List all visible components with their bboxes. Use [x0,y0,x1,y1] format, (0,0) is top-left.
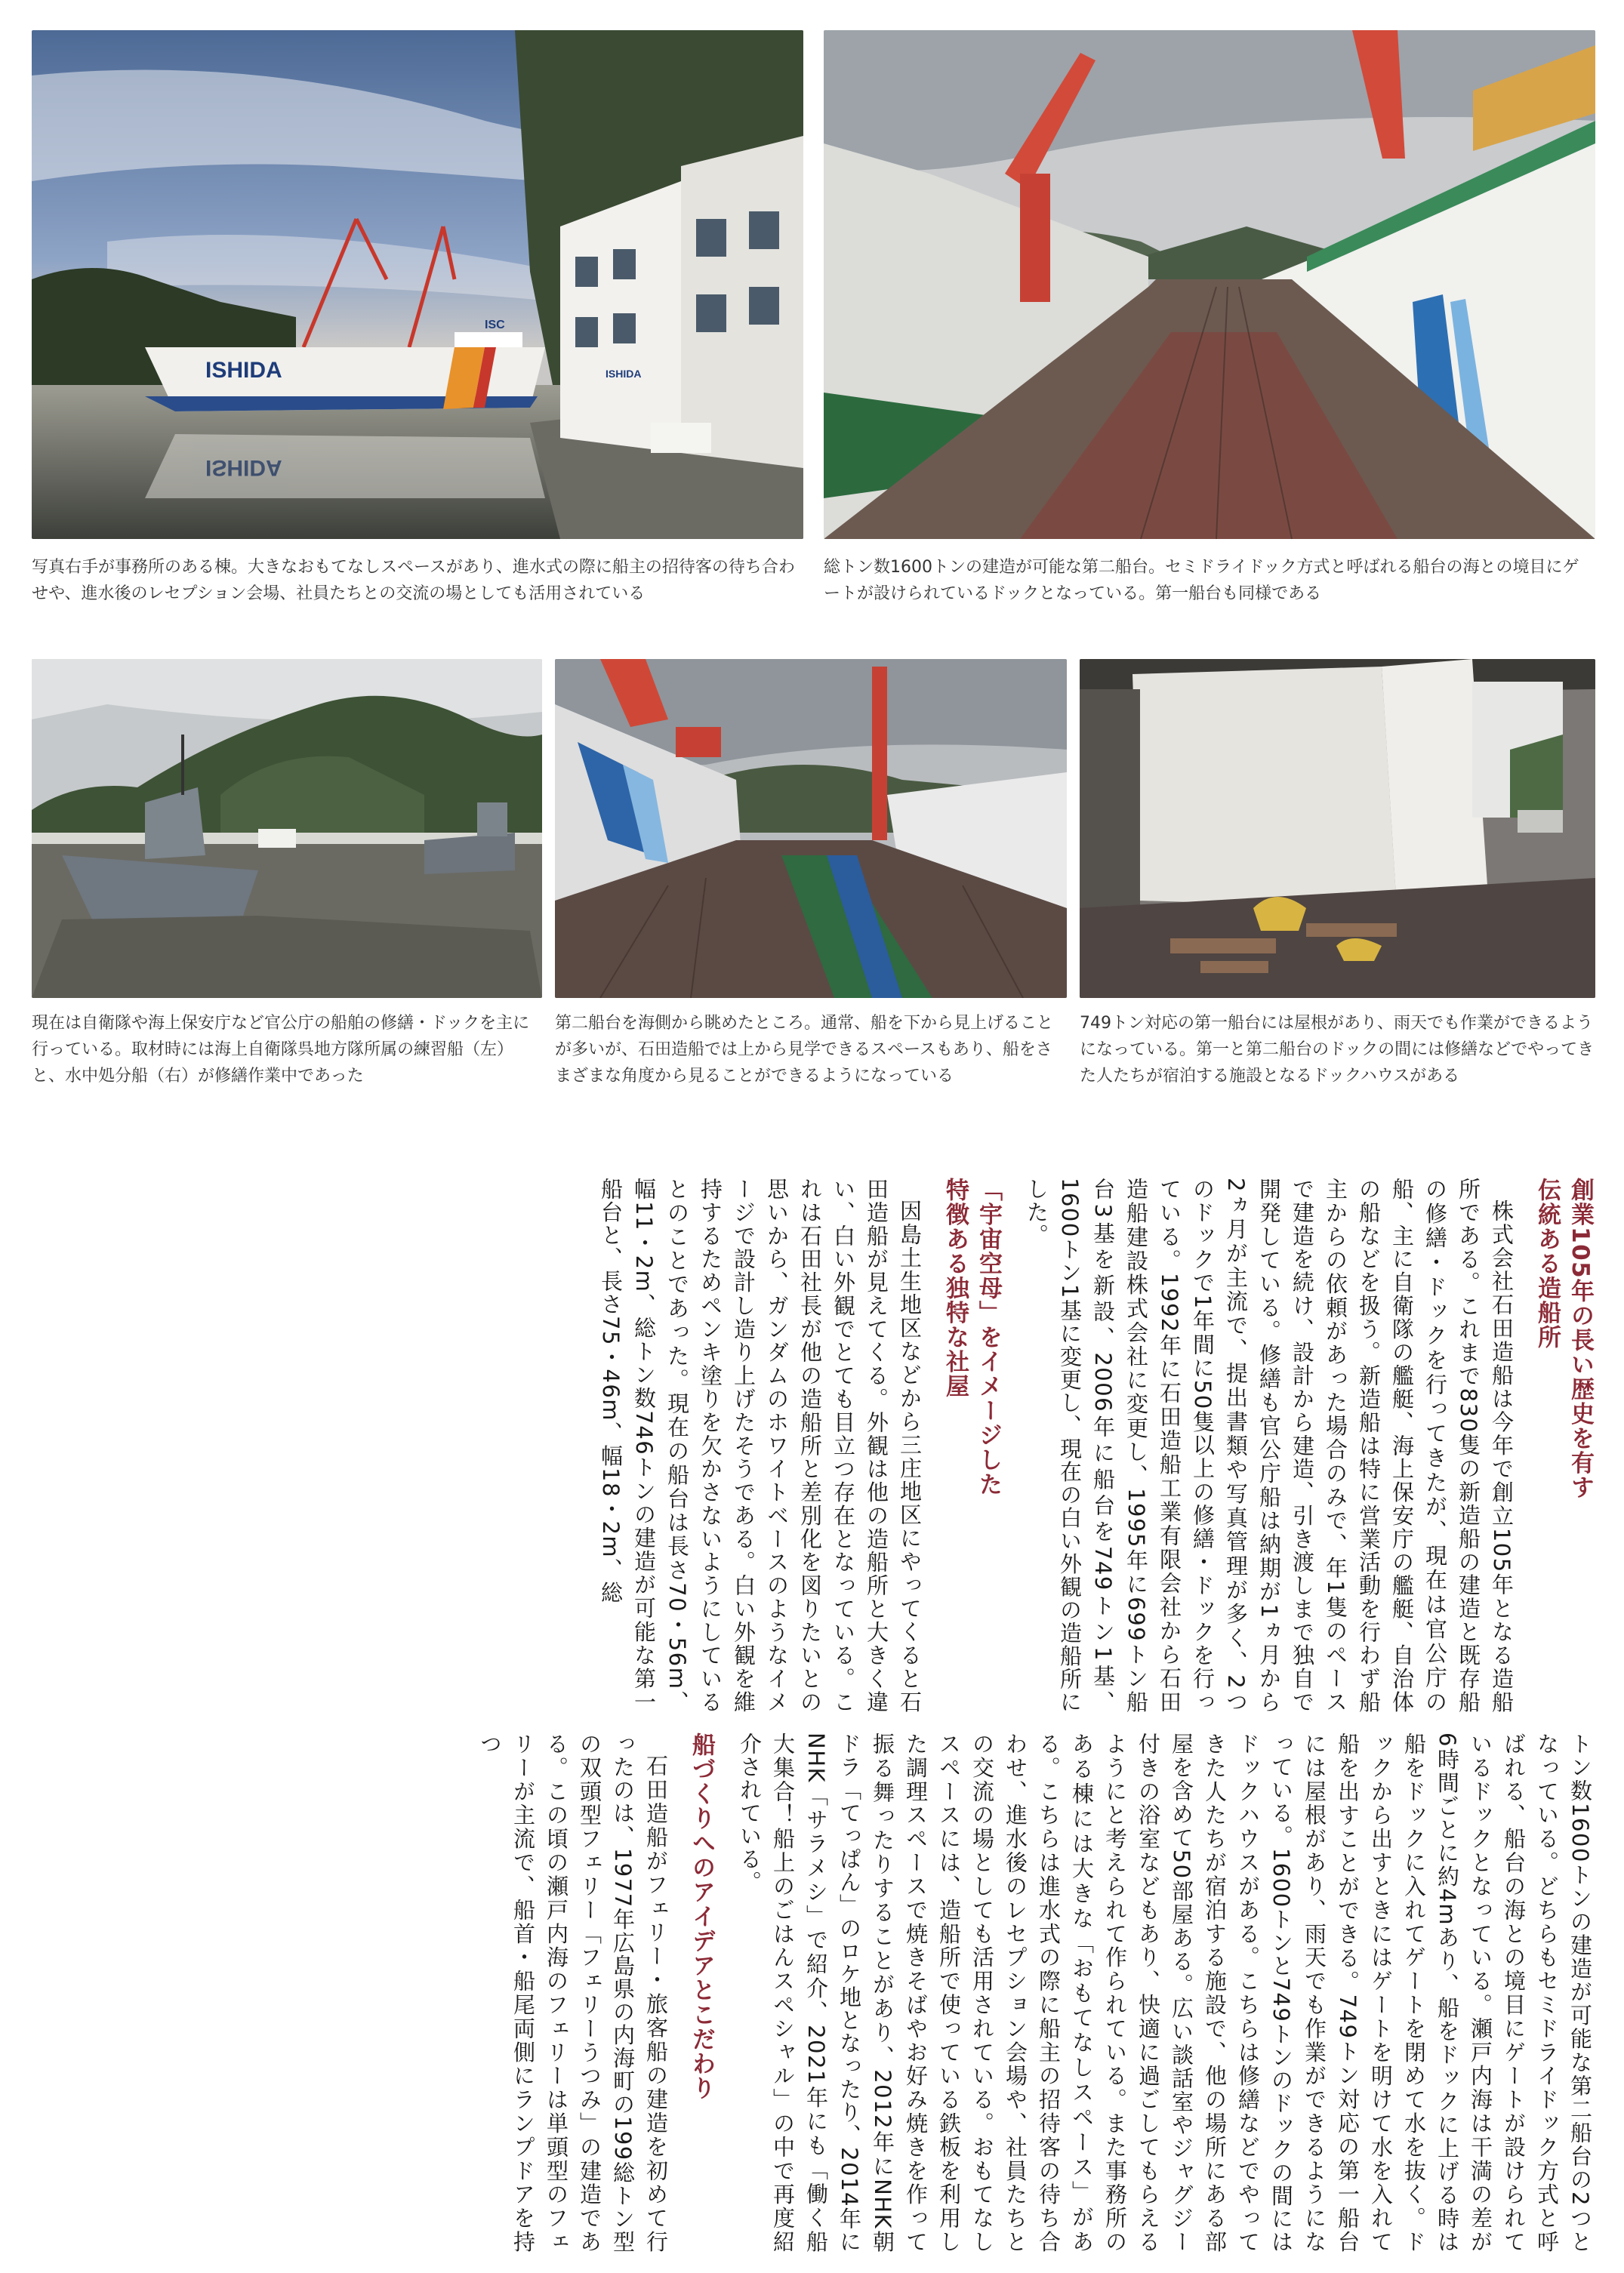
caption-photo-covered-dock: 749トン対応の第一船台には屋根があり、雨天でも作業ができるようになっている。第一と第二船台のドックの間には修繕などでやってきた人たちが宿泊する施設となるドックハウスがある [1080,1014,1595,1086]
photo-dock-from-sea [555,659,1067,998]
section-heading-history: 創業105年の長い歴史を有す 伝統ある造船所 [1533,1178,1594,1500]
article-paragraph-ferry: 石田造船がフェリー・旅客船の建造を初めて行ったのは、1977年広島県の内海町の199総トン型の双頭型フェリー「フェリーうつみ」の建造である。この頃の瀬戸内海のフェリーは単頭型のフェリーが主流で、船首・船尾両側にランプドアを持つ [477,1732,669,2254]
section-heading-ideas: 船づくりへのアイデアとこだわり [688,1732,715,2101]
photo-naval-ships [32,659,542,998]
hull-reflection-text: ISHIDA [205,455,282,480]
hull-name-text: ISHIDA [205,358,282,383]
article-upper-block [30,1178,1597,1714]
article-paragraph-docks: トン数1600トンの建造が可能な第二船台の2つとなっている。どちらもセミドライドック方式と呼ばれる、船台の海との境目にゲートが設けられているドックとなっている。瀬戸内海は干満の差が6時間ごとに約4mあり、船をドックに上げる時は船をドックに入れてゲートを閉めて水を抜く。ドックから出すときにはゲートを明けて水を入れて船を出すことができる。749トン対応の第一船台には屋根があり、雨天でも作業ができるようになっている。1600トンと749トンのドックの間にはドックハウスがある。こちらは修繕などでやってきた人たちが宿泊する施設で、他の場所にある部屋を含めて50部屋ある。広い談話室やジャグジー付きの浴室などもあり、快適に過ごしてもらえるようにと考えられて作られている。また事務所のある棟には大きな「おもてなしスペース」がある。こちらは進水式の際に船主の招待客の待ち合わせ、進水後のレセプション会場や、社員たちとの交流の場としても活用されている。おもてなしスペースには、造船所で使っている鉄板を利用した調理スペースで焼きそばやお好み焼きを作って振る舞ったりすることがあり、2012年にNHK朝ドラ「てっぱん」のロケ地となったり、2014年にNHK「サラメシ」で紹介、2021年にも「働く船大集合！船上のごはんスペシャル」の中で再度紹介されている。 [737,1732,1593,2254]
photo-covered-dock-one [1080,659,1595,998]
caption-photo-dock-from-sea: 第二船台を海側から眺めたところ。通常、船を下から見上げることが多いが、石田造船では上から見学できるスペースもあり、船をさまざまな角度から見ることができるようになっている [555,1014,1054,1086]
caption-photo-naval-ships: 現在は自衛隊や海上保安庁など官公庁の船舶の修繕・ドックを主に行っている。取材時には海上自衛隊呉地方隊所属の練習船（左）と、水中処分船（右）が修繕作業中であった [32,1014,530,1086]
article-lower-block [30,1732,1597,2253]
article-paragraph-history: 株式会社石田造船は今年で創立105年となる造船所である。これまで830隻の新造船の建造と既存船の修繕・ドックを行ってきたが、現在は官公庁の船、主に自衛隊の艦艇、海上保安庁の艦艇、自治体の船などを扱う。新造船は特に営業活動を行わず船主からの依頼があった場合のみで、年1隻のペースで建造を続け、設計から建造、引き渡しまで独自で開発している。修繕も官公庁船は納期が1ヵ月から2ヵ月が主流で、提出書類や写真管理が多く、2つのドックで1年間に50隻以上の修繕・ドックを行っている。1992年に石田造船工業有限会社から石田造船建設株式会社に変更し、1995年に699トン船台3基を新設、2006年に船台を749トン1基、1600トン1基に変更し、現在の白い外観の造船所にした。 [1024,1178,1515,1714]
article-paragraph-office-building: 因島土生地区などから三庄地区にやってくると石田造船が見えてくる。外観は他の造船所と大きく違い、白い外観でとても目立つ存在となっている。これは石田社長が他の造船所と差別化を図りたいとの思いから、ガンダムのホワイトベースのようなイメージで設計し造り上げたそうである。白い外観を維持するためペンキ塗りを欠かさないようにしているとのことであった。現在の船台は長さ70・56m、幅11・2m、総トン数746トンの建造が可能な第一船台と、長さ75・46m、幅18・2m、総 [598,1178,923,1714]
funnel-logo-text: ISC [485,319,505,331]
photo-dock-two [824,30,1595,539]
photo-office-building-and-ship [32,30,803,539]
caption-photo-office: 写真右手が事務所のある棟。大きなおもてなしスペースがあり、進水式の際に船主の招待客の待ち合わせや、進水後のレセプション会場、社員たちとの交流の場としても活用されている [32,558,795,603]
building-sign-text: ISHIDA [606,368,642,380]
caption-photo-dock-two: 総トン数1600トンの建造が可能な第二船台。セミドライドック方式と呼ばれる船台の海との境目にゲートが設けられているドックとなっている。第一船台も同様である [824,558,1579,603]
section-heading-office-building: 「宇宙空母」をイメージした 特徴ある独特な社屋 [941,1178,1002,1497]
